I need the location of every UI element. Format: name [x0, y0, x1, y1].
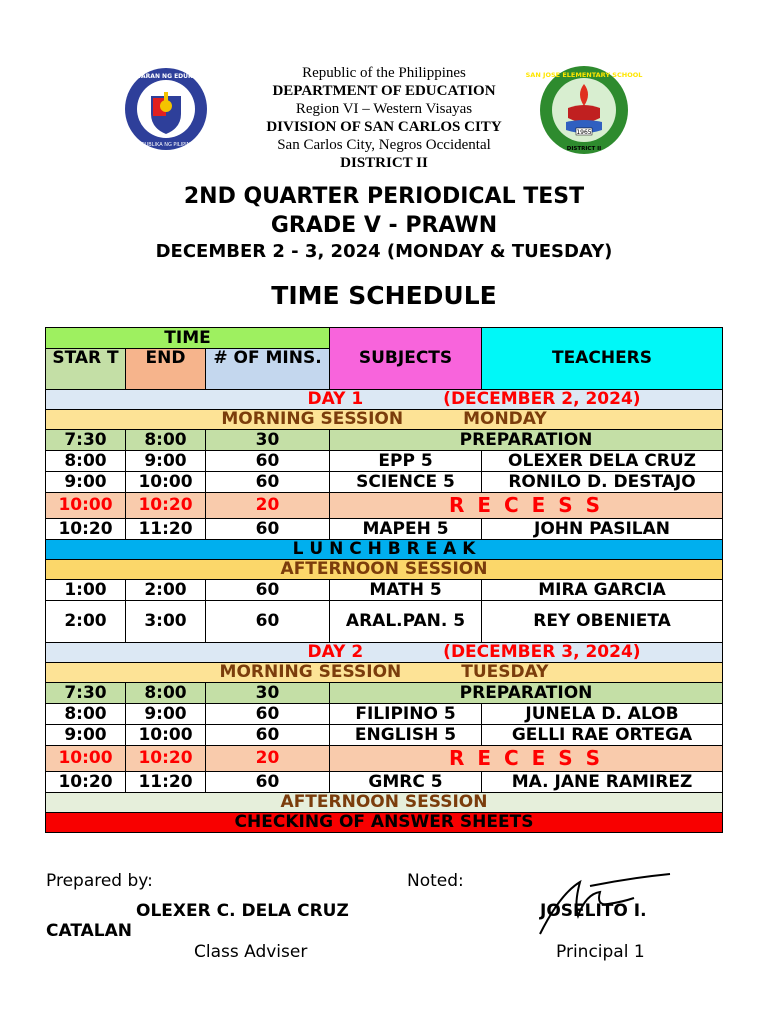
mins-header: # OF MINS.	[206, 349, 330, 390]
recess-row	[46, 746, 723, 772]
start-cell: 8:00	[46, 704, 126, 725]
end-cell: 10:20	[126, 746, 206, 772]
start-cell: 7:30	[46, 683, 126, 704]
end-header: END	[126, 349, 206, 390]
end-cell: 11:20	[126, 519, 206, 540]
svg-text:SAN JOSE ELEMENTARY SCHOOL: SAN JOSE ELEMENTARY SCHOOL	[525, 71, 643, 79]
recess-row	[46, 493, 723, 519]
start-cell: 10:20	[46, 772, 126, 793]
table-row	[46, 725, 723, 746]
teacher-cell: JUNELA D. ALOB	[482, 704, 723, 725]
mins-cell: 60	[206, 519, 330, 540]
teacher-cell: OLEXER DELA CRUZ	[482, 451, 723, 472]
subject-cell: PREPARATION	[330, 683, 723, 704]
start-cell: 7:30	[46, 430, 126, 451]
time-header: TIME	[46, 328, 330, 349]
teacher-cell: JOHN PASILAN	[482, 519, 723, 540]
subject-cell: FILIPINO 5	[330, 704, 482, 725]
prepared-by-label: Prepared by:	[46, 871, 153, 891]
division-line: DIVISION OF SAN CARLOS CITY	[266, 119, 502, 135]
start-cell: 1:00	[46, 580, 126, 601]
republic-line: Republic of the Philippines	[302, 65, 466, 81]
day1-morning-row	[46, 410, 723, 430]
mins-cell: 60	[206, 580, 330, 601]
day2-date: (DECEMBER 3, 2024)	[443, 642, 641, 662]
table-row	[46, 772, 723, 793]
day2-morning-row	[46, 663, 723, 683]
end-cell: 2:00	[126, 580, 206, 601]
mins-cell: 60	[206, 451, 330, 472]
checking-row: CHECKING OF ANSWER SHEETS	[46, 813, 723, 833]
mins-cell: 60	[206, 601, 330, 643]
end-cell: 8:00	[126, 430, 206, 451]
svg-text:REPUBLIKA NG PILIPINAS: REPUBLIKA NG PILIPINAS	[135, 142, 197, 148]
svg-text:KAGAWARAN NG EDUKASYON: KAGAWARAN NG EDUKASYON	[116, 73, 216, 80]
mins-cell: 30	[206, 683, 330, 704]
city-line: San Carlos City, Negros Occidental	[277, 137, 491, 153]
subject-cell: GMRC 5	[330, 772, 482, 793]
end-cell: 11:20	[126, 772, 206, 793]
mins-cell: 20	[206, 493, 330, 519]
mins-cell: 20	[206, 746, 330, 772]
school-seal-year: 1965	[576, 129, 592, 136]
end-cell: 9:00	[126, 704, 206, 725]
teacher-cell: RONILO D. DESTAJO	[482, 472, 723, 493]
subject-cell: MAPEH 5	[330, 519, 482, 540]
teachers-header: TEACHERS	[482, 328, 723, 390]
start-cell: 8:00	[46, 451, 126, 472]
mins-cell: 60	[206, 472, 330, 493]
subject-cell: PREPARATION	[330, 430, 723, 451]
day2-morning-label: MORNING SESSION	[219, 662, 402, 682]
table-row	[46, 472, 723, 493]
mins-cell: 60	[206, 725, 330, 746]
recess-cell: R E C E S S	[330, 746, 723, 772]
day1-row	[46, 390, 723, 410]
start-cell: 9:00	[46, 725, 126, 746]
subjects-header: SUBJECTS	[330, 328, 482, 390]
end-cell: 8:00	[126, 683, 206, 704]
start-cell: 2:00	[46, 601, 126, 643]
table-row	[46, 430, 723, 451]
end-cell: 10:20	[126, 493, 206, 519]
date-title: DECEMBER 2 - 3, 2024 (MONDAY & TUESDAY)	[155, 241, 613, 262]
day2-afternoon-row: AFTERNOON SESSION	[46, 793, 723, 813]
subject-cell: MATH 5	[330, 580, 482, 601]
day1-morning-label: MORNING SESSION	[221, 409, 404, 429]
day1-weekday: MONDAY	[463, 409, 547, 429]
end-cell: 10:00	[126, 472, 206, 493]
letterhead	[0, 64, 768, 172]
day1-label: DAY 1	[307, 389, 364, 409]
day2-row	[46, 643, 723, 663]
day1-afternoon-row: AFTERNOON SESSION	[46, 560, 723, 580]
mins-cell: 30	[206, 430, 330, 451]
start-cell: 10:20	[46, 519, 126, 540]
mins-cell: 60	[206, 704, 330, 725]
test-title: 2ND QUARTER PERIODICAL TEST	[183, 184, 585, 209]
day2-label: DAY 2	[307, 642, 364, 662]
table-row	[46, 601, 723, 643]
teacher-cell: REY OBENIETA	[482, 601, 723, 643]
grade-title: GRADE V - PRAWN	[270, 213, 498, 238]
table-row	[46, 451, 723, 472]
teacher-cell: MIRA GARCIA	[482, 580, 723, 601]
principal-title: Principal 1	[556, 942, 645, 962]
end-cell: 10:00	[126, 725, 206, 746]
mins-cell: 60	[206, 772, 330, 793]
adviser-name: OLEXER C. DELA CRUZ	[136, 901, 349, 921]
subject-cell: SCIENCE 5	[330, 472, 482, 493]
department-line: DEPARTMENT OF EDUCATION	[272, 83, 496, 99]
start-cell: 10:00	[46, 746, 126, 772]
recess-cell: R E C E S S	[330, 493, 723, 519]
schedule-heading: TIME SCHEDULE	[271, 281, 497, 310]
start-cell: 10:00	[46, 493, 126, 519]
region-line: Region VI – Western Visayas	[295, 101, 473, 117]
day1-date: (DECEMBER 2, 2024)	[443, 389, 641, 409]
table-row	[46, 519, 723, 540]
teacher-cell: GELLI RAE ORTEGA	[482, 725, 723, 746]
table-row	[46, 704, 723, 725]
lunchbreak-row: L U N C H B R E A K	[46, 540, 723, 560]
noted-label: Noted:	[407, 871, 464, 891]
schedule-table	[45, 327, 723, 833]
start-cell: 9:00	[46, 472, 126, 493]
principal-surname: CATALAN	[46, 921, 132, 941]
district-line: DISTRICT II	[340, 155, 428, 171]
subject-cell: ENGLISH 5	[330, 725, 482, 746]
subject-cell: EPP 5	[330, 451, 482, 472]
adviser-title: Class Adviser	[194, 942, 308, 962]
end-cell: 3:00	[126, 601, 206, 643]
table-row	[46, 580, 723, 601]
svg-text:DISTRICT II: DISTRICT II	[566, 146, 602, 152]
start-header: STAR T	[46, 349, 126, 390]
table-row	[46, 683, 723, 704]
subject-cell: ARAL.PAN. 5	[330, 601, 482, 643]
teacher-cell: MA. JANE RAMIREZ	[482, 772, 723, 793]
day2-weekday: TUESDAY	[461, 662, 549, 682]
principal-name: JOSELITO I.	[540, 901, 647, 921]
end-cell: 9:00	[126, 451, 206, 472]
